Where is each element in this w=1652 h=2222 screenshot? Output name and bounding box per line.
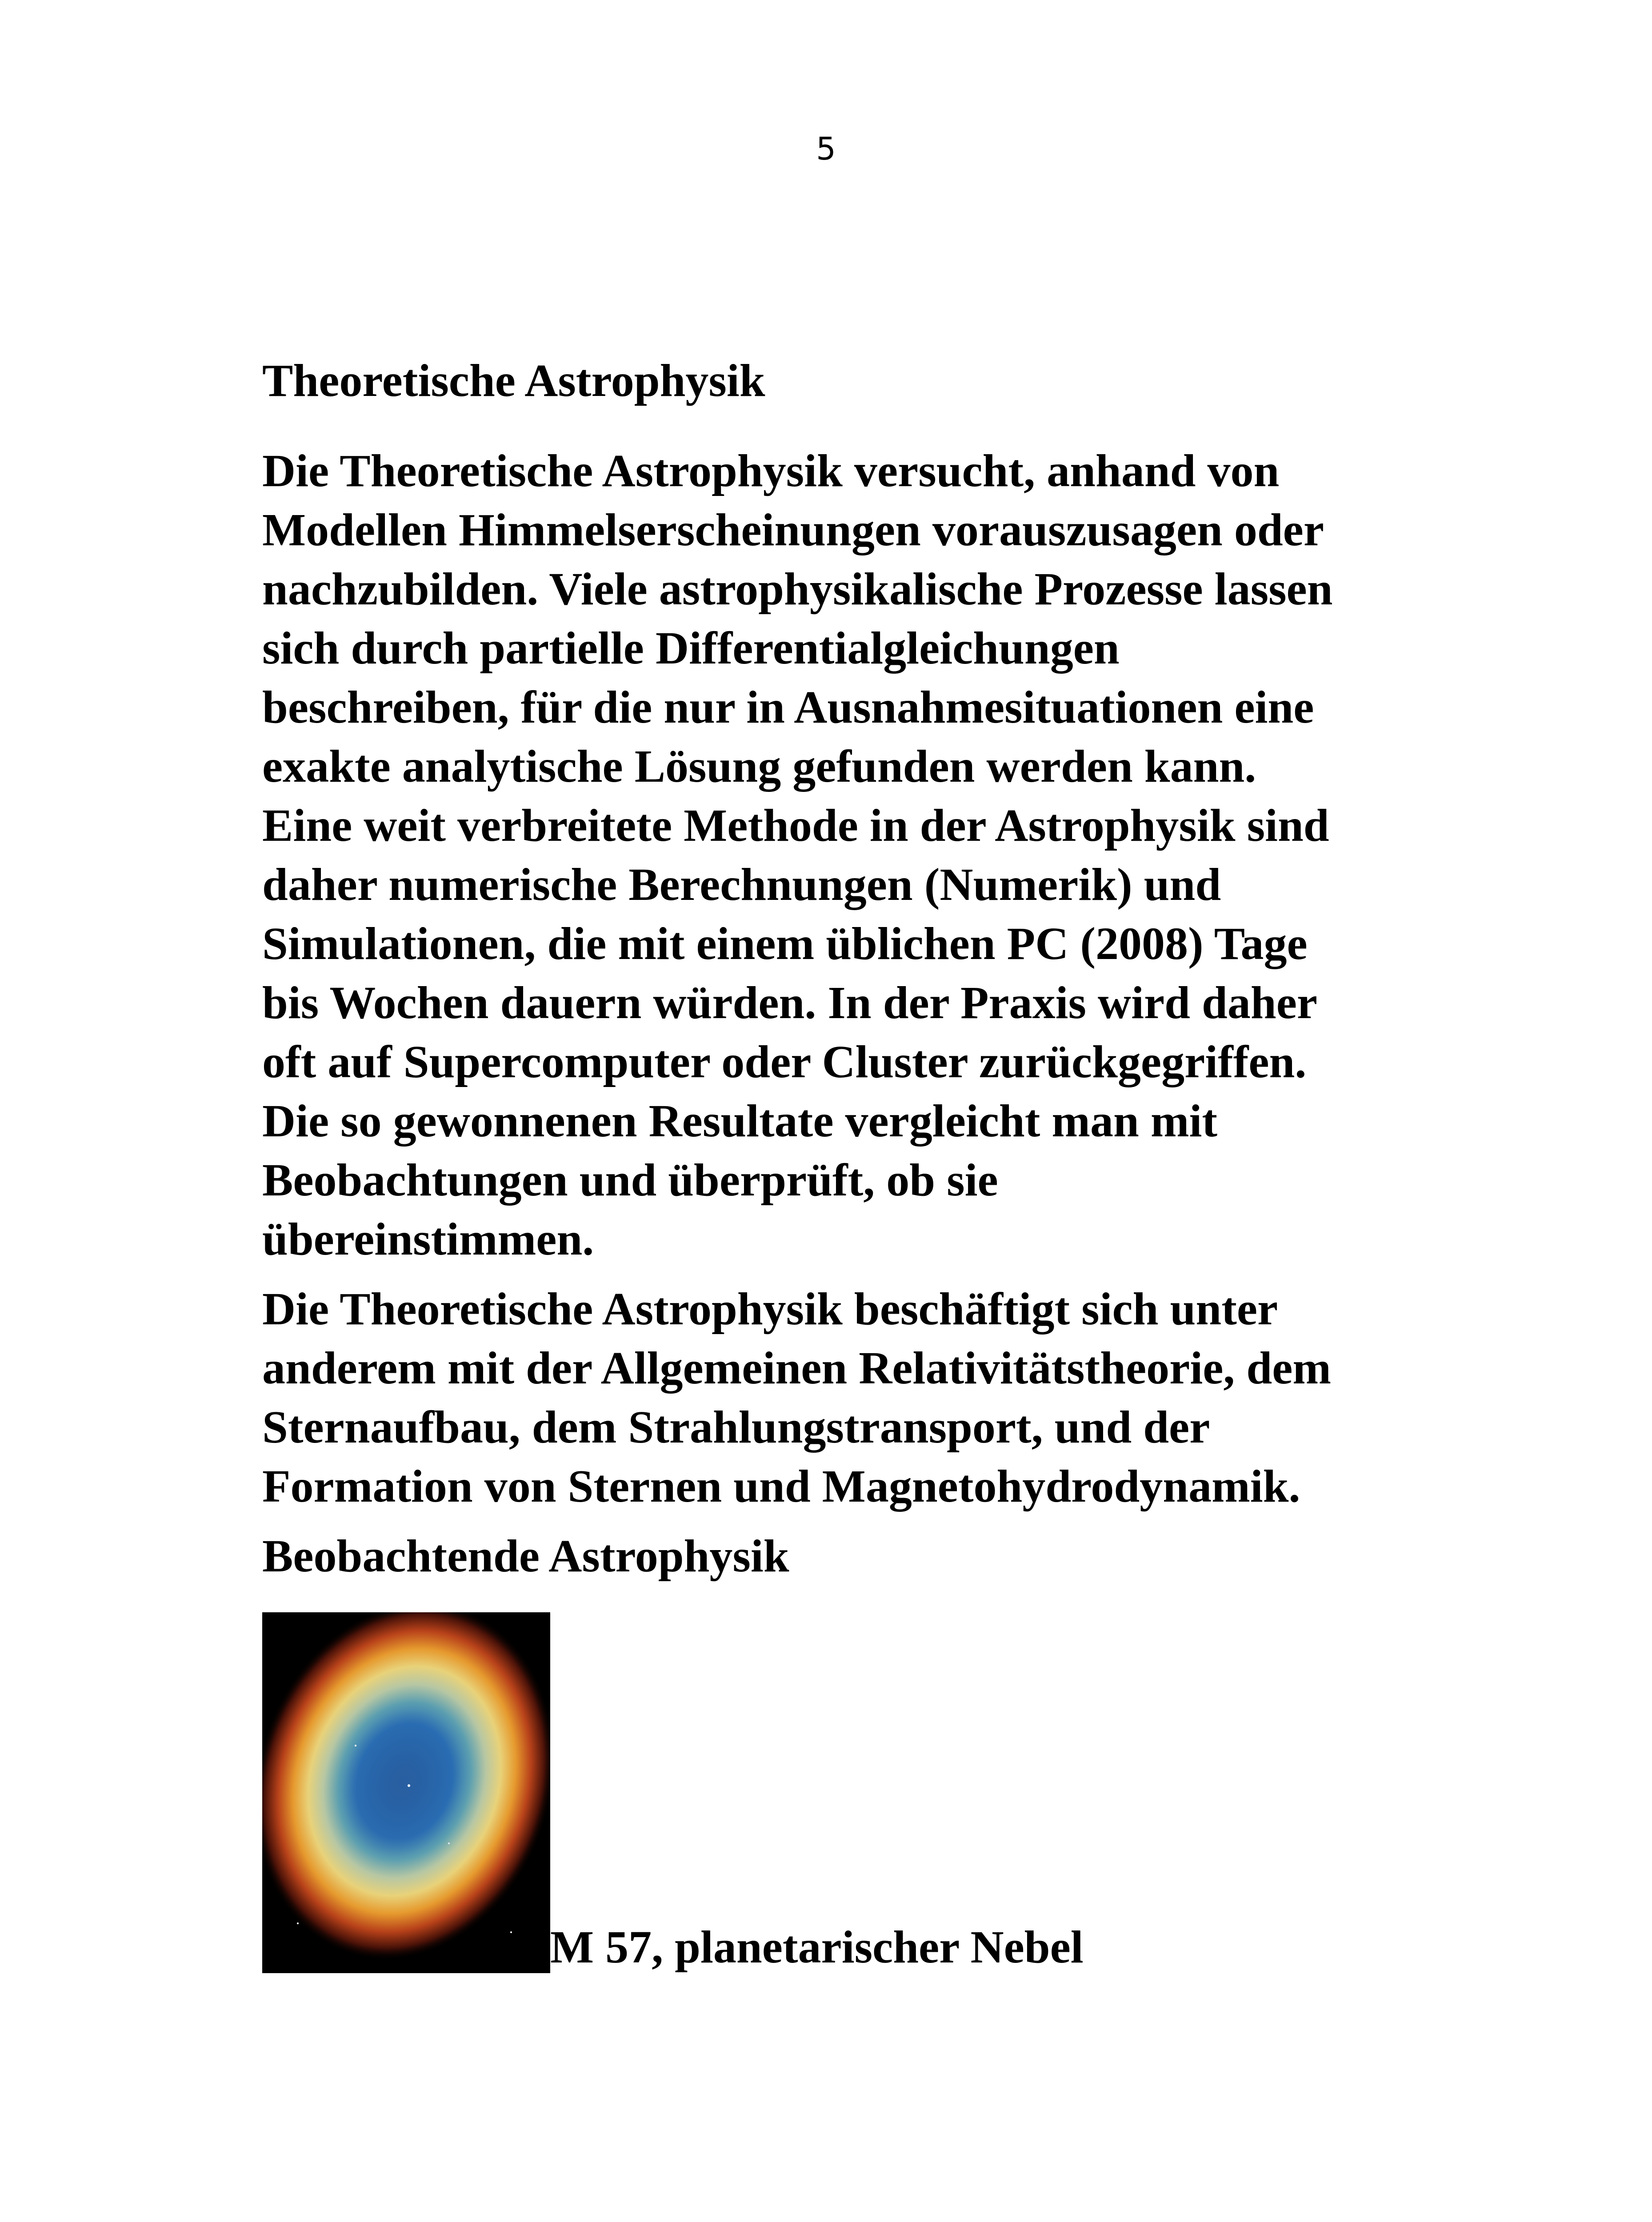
figure (262, 1612, 1462, 1973)
text-line: Beobachtungen und überprüft, ob sie (262, 1155, 998, 1206)
text-line: Die Theoretische Astrophysik beschäftigt sich unter (262, 1283, 1278, 1335)
text-line: anderem mit der Allgemeinen Relativitätstheorie, dem (262, 1343, 1331, 1394)
section-heading-beobachtende-astrophysik: Beobachtende Astrophysik (262, 1531, 789, 1582)
text-line: daher numerische Berechnungen (Numerik) und (262, 859, 1221, 910)
section-heading-theoretische-astrophysik: Theoretische Astrophysik (262, 355, 765, 406)
text-line: Simulationen, die mit einem üblichen PC (2008) Tage (262, 918, 1308, 969)
text-line: Formation von Sternen und Magnetohydrodynamik. (262, 1461, 1300, 1512)
page-number: 5 (816, 131, 836, 167)
paragraph-theoretische-astrophysik-1 (262, 441, 1462, 1269)
paragraph-theoretische-astrophysik-2 (262, 1279, 1462, 1516)
text-line: beschreiben, für die nur in Ausnahmesituationen eine (262, 682, 1314, 733)
text-line: nachzubilden. Viele astrophysikalische Prozesse lassen (262, 563, 1333, 615)
page-content (262, 351, 1462, 1973)
text-line: Die Theoretische Astrophysik versucht, anhand von (262, 445, 1280, 496)
figure-caption: M 57, planetarischer Nebel (550, 1922, 1084, 1973)
text-line: oft auf Supercomputer oder Cluster zurückgegriffen. (262, 1036, 1307, 1087)
nebula-image (262, 1612, 550, 1973)
text-line: Eine weit verbreitete Methode in der Astrophysik sind (262, 800, 1329, 851)
text-line: bis Wochen dauern würden. In der Praxis wird daher (262, 977, 1318, 1028)
text-line: exakte analytische Lösung gefunden werden kann. (262, 741, 1256, 792)
text-line: übereinstimmen. (262, 1214, 594, 1265)
text-line: Sternaufbau, dem Strahlungstransport, und der (262, 1402, 1210, 1453)
text-line: sich durch partielle Differentialgleichungen (262, 623, 1120, 674)
text-line: Modellen Himmelserscheinungen vorauszusagen oder (262, 504, 1324, 556)
text-line: Die so gewonnenen Resultate vergleicht man mit (262, 1095, 1218, 1147)
